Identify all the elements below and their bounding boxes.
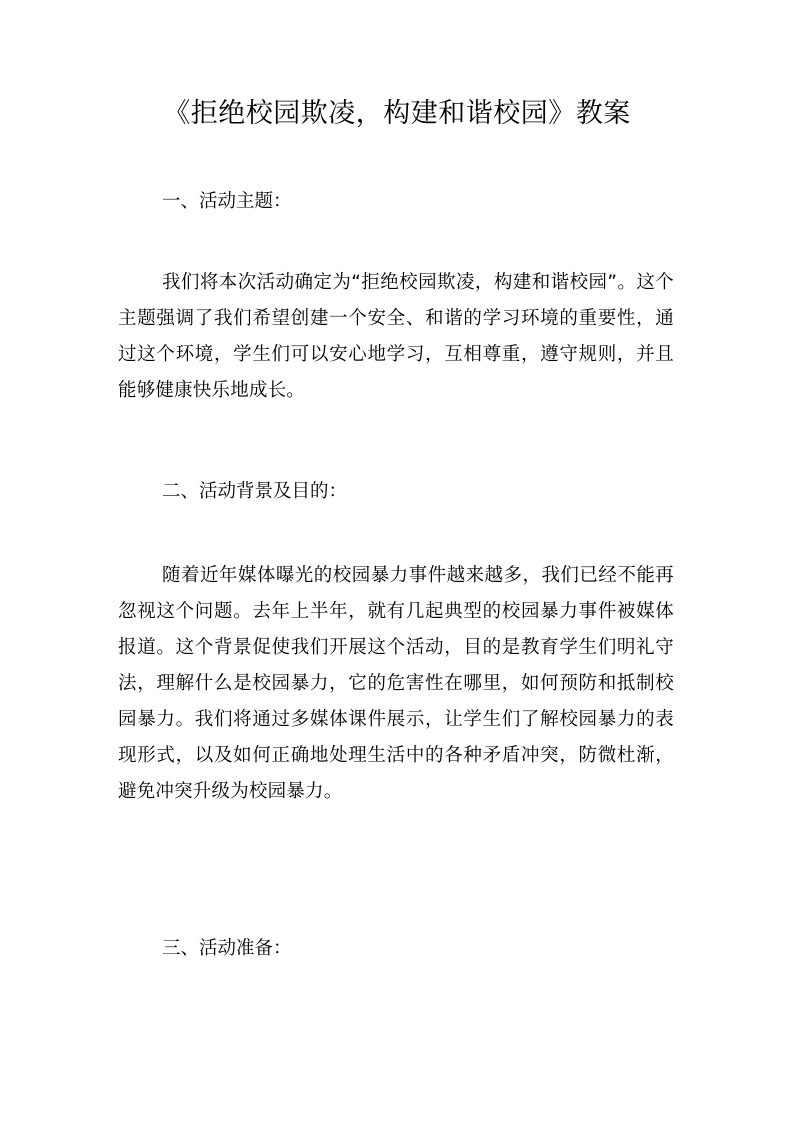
section-heading-background: 二、活动背景及目的： bbox=[162, 481, 348, 502]
section-heading-preparation: 三、活动准备： bbox=[162, 938, 292, 959]
section-heading-theme: 一、活动主题： bbox=[162, 191, 292, 212]
document-title: 《拒绝校园欺凌，构建和谐校园》教案 bbox=[163, 98, 631, 129]
section-body-background: 随着近年媒体曝光的校园暴力事件越来越多，我们已经不能再忽视这个问题。去年上半年，就有几起典型的校园暴力事件被媒体报道。这个背景促使我们开展这个活动，目的是教育学生们明礼守法，理解什么是校园暴力，它的危害性在哪里，如何预防和抵制校园暴力。我们将通过多媒体课件展示，让学生们了解校园暴力的表现形式，以及如何正确地处理生活中的各种矛盾冲突，防微杜渐，避免冲突升级为校园暴力。 bbox=[118, 565, 674, 802]
section-body-theme: 我们将本次活动确定为“拒绝校园欺凌，构建和谐校园”。这个主题强调了我们希望创建一个安全、和谐的学习环境的重要性，通过这个环境，学生们可以安心地学习，互相尊重，遵守规则，并且能够健康快乐地成长。 bbox=[118, 272, 674, 401]
